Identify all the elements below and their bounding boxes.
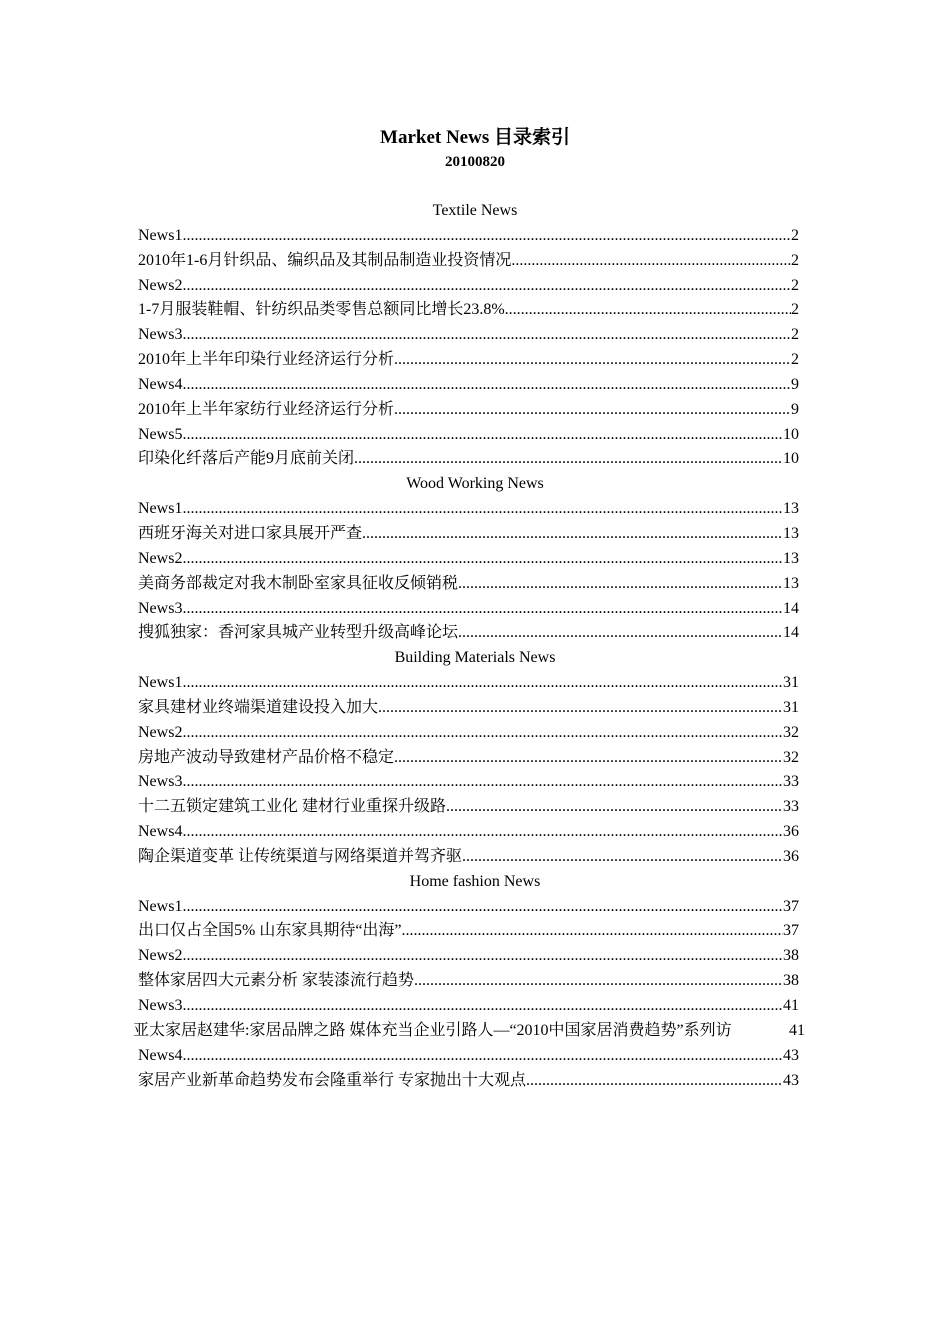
toc-entry-page: 2 xyxy=(791,226,799,244)
toc-entry-title: 1-7月服装鞋帽、针纺织品类零售总额同比增长23.8% xyxy=(138,301,505,319)
dot-leader xyxy=(182,721,783,746)
toc-entry-title: 2010年上半年印染行业经济运行分析 xyxy=(138,351,395,369)
table-of-contents xyxy=(0,199,950,1093)
toc-entry[interactable] xyxy=(138,721,799,746)
toc-entry-title: News2 xyxy=(138,723,183,741)
toc-entry-page: 31 xyxy=(783,698,799,716)
toc-entry-title: News1 xyxy=(138,500,183,518)
toc-entry[interactable] xyxy=(138,770,799,795)
toc-entry[interactable] xyxy=(138,671,799,696)
toc-entry-page: 38 xyxy=(783,972,799,990)
toc-entry[interactable] xyxy=(138,1044,799,1069)
dot-leader xyxy=(505,298,791,323)
toc-entry-page: 33 xyxy=(783,798,799,816)
toc-entry-title: News4 xyxy=(138,375,183,393)
toc-entry-title: 亚太家居赵建华:家居品牌之路 媒体充当企业引路人—“2010中国家居消费趋势”系列访 xyxy=(133,1021,732,1039)
toc-entry-page: 13 xyxy=(783,524,799,542)
toc-entry-title: 家居产业新革命趋势发布会隆重举行 专家抛出十大观点 xyxy=(138,1071,527,1089)
toc-entry[interactable] xyxy=(138,795,799,820)
toc-entry[interactable] xyxy=(138,1069,799,1094)
toc-entry[interactable] xyxy=(138,373,799,398)
toc-entry-title: News3 xyxy=(138,599,183,617)
toc-entry[interactable] xyxy=(138,298,799,323)
dot-leader xyxy=(182,895,783,920)
dot-leader xyxy=(182,323,791,348)
toc-entry-page: 14 xyxy=(783,624,799,642)
toc-entry-title: News3 xyxy=(138,773,183,791)
toc-entry-page: 31 xyxy=(783,674,799,692)
toc-entry[interactable] xyxy=(138,423,799,448)
dot-leader xyxy=(182,944,783,969)
toc-entry-title: 2010年上半年家纺行业经济运行分析 xyxy=(138,400,395,418)
toc-entry-title: 出口仅占全国5% 山东家具期待“出海” xyxy=(138,922,402,940)
toc-entry[interactable] xyxy=(138,820,799,845)
toc-entry-title: 2010年1-6月针织品、编织品及其制品制造业投资情况 xyxy=(138,251,512,269)
toc-entry-page: 13 xyxy=(783,574,799,592)
toc-entry-title: News3 xyxy=(138,326,183,344)
toc-entry-page: 33 xyxy=(783,773,799,791)
dot-leader xyxy=(394,746,783,771)
toc-entry-page: 32 xyxy=(783,748,799,766)
toc-entry[interactable] xyxy=(138,249,799,274)
toc-entry[interactable] xyxy=(138,944,799,969)
toc-entry-page: 10 xyxy=(783,425,799,443)
toc-entry[interactable] xyxy=(138,497,799,522)
toc-entry-page: 43 xyxy=(783,1046,799,1064)
toc-entry-page: 41 xyxy=(789,1021,805,1039)
dot-leader xyxy=(182,820,783,845)
document-title: Market News 目录索引 xyxy=(380,127,570,148)
toc-entry-page: 43 xyxy=(783,1071,799,1089)
dot-leader xyxy=(182,373,791,398)
toc-entry[interactable] xyxy=(138,597,799,622)
toc-entry-page: 32 xyxy=(783,723,799,741)
section-heading: Textile News xyxy=(432,202,518,219)
dot-leader xyxy=(402,919,783,944)
toc-entry-title: 搜狐独家：香河家具城产业转型升级高峰论坛 xyxy=(138,624,459,642)
dot-leader xyxy=(182,547,783,572)
toc-entry-title: 十二五锁定建筑工业化 建材行业重探升级路 xyxy=(138,798,447,816)
toc-entry[interactable] xyxy=(138,621,799,646)
toc-entry-title: News1 xyxy=(138,897,183,915)
dot-leader xyxy=(446,795,783,820)
toc-entry[interactable] xyxy=(138,845,799,870)
dot-leader xyxy=(182,770,783,795)
toc-entry[interactable] xyxy=(133,1019,805,1044)
toc-entry-title: News5 xyxy=(138,425,183,443)
dot-leader xyxy=(458,621,783,646)
toc-entry-title: 整体家居四大元素分析 家装漆流行趋势 xyxy=(138,972,415,990)
toc-entry-page: 10 xyxy=(783,450,799,468)
toc-entry-title: News4 xyxy=(138,823,183,841)
toc-entry[interactable] xyxy=(138,919,799,944)
toc-entry-title: News1 xyxy=(138,226,183,244)
dot-leader xyxy=(458,572,783,597)
section-heading: Building Materials News xyxy=(394,649,556,667)
dot-leader xyxy=(182,224,791,249)
toc-entry[interactable] xyxy=(138,323,799,348)
dot-leader xyxy=(394,398,791,423)
toc-entry-title: 西班牙海关对进口家具展开严查 xyxy=(138,524,363,542)
dot-leader xyxy=(182,994,783,1019)
toc-entry-title: News3 xyxy=(138,997,183,1014)
toc-entry-title: 印染化纤落后产能9月底前关闭 xyxy=(138,450,355,468)
dot-leader xyxy=(354,447,783,472)
toc-entry[interactable] xyxy=(138,994,799,1019)
toc-entry[interactable] xyxy=(138,274,799,299)
dot-leader xyxy=(182,1044,783,1069)
toc-entry[interactable] xyxy=(138,522,799,547)
toc-entry[interactable] xyxy=(138,696,799,721)
toc-entry[interactable] xyxy=(138,746,799,771)
toc-entry-page: 2 xyxy=(791,326,799,344)
dot-leader xyxy=(394,348,791,373)
section-heading: Wood Working News xyxy=(406,475,544,493)
toc-entry-page: 14 xyxy=(783,599,799,617)
toc-entry[interactable] xyxy=(138,895,799,920)
toc-entry-title: 房地产波动导致建材产品价格不稳定 xyxy=(138,748,395,766)
dot-leader xyxy=(182,671,783,696)
toc-entry-title: News4 xyxy=(138,1046,183,1064)
dot-leader xyxy=(462,845,783,870)
toc-entry-page: 37 xyxy=(783,897,799,915)
dot-leader xyxy=(182,423,783,448)
toc-entry-page: 36 xyxy=(783,847,799,865)
toc-entry-page: 13 xyxy=(783,549,799,567)
toc-entry-page: 41 xyxy=(783,997,799,1014)
toc-entry-page: 9 xyxy=(791,400,799,418)
toc-entry-title: 陶企渠道变革 让传统渠道与网络渠道并驾齐驱 xyxy=(138,847,463,865)
toc-entry[interactable] xyxy=(138,447,799,472)
section-heading: Home fashion News xyxy=(409,872,541,890)
toc-entry-title: 家具建材业终端渠道建设投入加大 xyxy=(138,698,379,716)
dot-leader xyxy=(378,696,783,721)
toc-entry-title: News2 xyxy=(138,947,183,965)
dot-leader xyxy=(511,249,791,274)
dot-leader xyxy=(182,597,783,622)
toc-entry-page: 2 xyxy=(791,301,799,319)
dot-leader xyxy=(362,522,783,547)
toc-entry[interactable] xyxy=(138,547,799,572)
toc-entry-page: 38 xyxy=(783,947,799,965)
toc-entry-page: 2 xyxy=(791,351,799,369)
document-date: 20100820 xyxy=(445,154,505,170)
toc-entry-title: News1 xyxy=(138,674,183,692)
toc-entry-page: 2 xyxy=(791,276,799,294)
dot-leader xyxy=(182,497,783,522)
toc-entry-title: News2 xyxy=(138,549,183,567)
toc-entry-page: 2 xyxy=(791,251,799,269)
toc-entry-page: 37 xyxy=(783,922,799,940)
toc-entry-title: 美商务部裁定对我木制卧室家具征收反倾销税 xyxy=(138,574,459,592)
toc-entry[interactable] xyxy=(138,572,799,597)
dot-leader xyxy=(182,274,791,299)
toc-entry[interactable] xyxy=(138,348,799,373)
toc-entry-page: 36 xyxy=(783,823,799,841)
toc-entry[interactable] xyxy=(138,224,799,249)
toc-entry-page: 13 xyxy=(783,500,799,518)
toc-entry-title: News2 xyxy=(138,276,183,294)
dot-leader xyxy=(414,969,783,994)
toc-entry[interactable] xyxy=(138,398,799,423)
dot-leader xyxy=(526,1069,783,1094)
toc-entry-page: 9 xyxy=(791,375,799,393)
toc-entry[interactable] xyxy=(138,969,799,994)
